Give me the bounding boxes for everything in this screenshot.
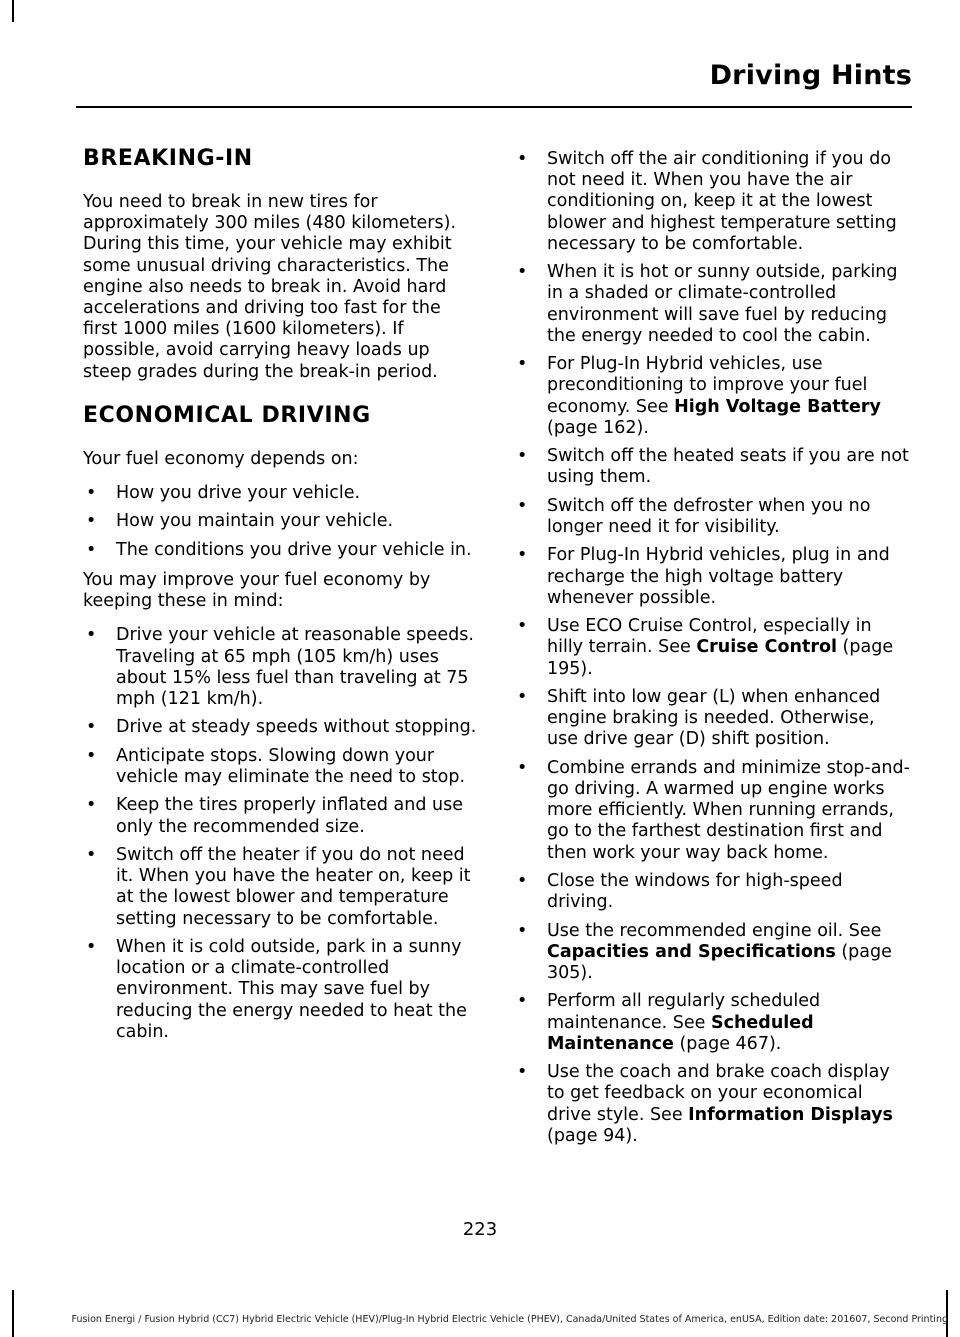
header-rule	[76, 106, 912, 108]
list-item: • Combine errands and minimize stop-and-go driving. A warmed up engine works more efficiently. When running errands, go to the farthest destination first and then work your way back home.	[517, 757, 910, 863]
cross-reference-link[interactable]: Cruise Control	[696, 637, 837, 658]
right-column	[514, 149, 910, 1156]
tips-left-list	[83, 625, 478, 1043]
bullet-icon: •	[86, 745, 97, 766]
crop-mark-top-left	[12, 0, 14, 22]
bullet-icon: •	[517, 149, 528, 169]
bullet-icon: •	[86, 795, 97, 816]
list-item: • Anticipate stops. Slowing down your vehicle may eliminate the need to stop.	[86, 745, 466, 788]
breaking-in-heading: BREAKING-IN	[83, 146, 253, 171]
bullet-icon: •	[517, 354, 528, 375]
list-item: • For Plug-In Hybrid vehicles, plug in and recharge the high voltage battery whenever possible.	[517, 545, 890, 608]
list-item: • Close the windows for high-speed driving.	[517, 870, 843, 913]
left-column	[83, 145, 478, 1052]
bullet-icon: •	[517, 495, 528, 516]
list-item: • For Plug-In Hybrid vehicles, use preconditioning to improve your fuel economy. See High Voltage Battery (page 162).	[517, 354, 881, 438]
cross-reference-link[interactable]: Capacities and Specifications	[547, 941, 836, 962]
bullet-icon: •	[517, 870, 528, 891]
list-item: • Switch off the defroster when you no longer need it for visibility.	[517, 495, 871, 537]
bullet-icon: •	[517, 920, 528, 941]
cross-reference-link[interactable]: Information Displays	[688, 1104, 893, 1125]
list-item: • Keep the tires properly inflated and use only the recommended size.	[86, 795, 464, 837]
bullet-icon: •	[517, 616, 528, 637]
bullet-icon: •	[86, 539, 97, 560]
list-item: • Switch off the heater if you do not need it. When you have the heater on, keep it at the lowest blower and temperature setting necessary to be comfortable.	[86, 845, 471, 929]
bullet-icon: •	[517, 1062, 528, 1083]
list-item: • Shift into low gear (L) when enhanced engine braking is needed. Otherwise, use drive gear (D) shift position.	[517, 686, 881, 750]
page-number: 223	[462, 1219, 498, 1240]
tips-right-list	[514, 149, 910, 1147]
list-item: • Switch off the heated seats if you are not using them.	[517, 446, 909, 488]
list-item: • Perform all regularly scheduled maintenance. See Scheduled Maintenance (page 467).	[517, 991, 821, 1054]
depends-list	[83, 483, 478, 561]
list-item: • Drive at steady speeds without stopping.	[86, 717, 477, 738]
cross-reference-link[interactable]: High Voltage Battery	[674, 396, 881, 417]
list-item: • How you drive your vehicle.	[86, 483, 361, 504]
list-item: • How you maintain your vehicle.	[86, 511, 394, 532]
bullet-icon: •	[517, 757, 528, 778]
bullet-icon: •	[86, 937, 97, 957]
improve-intro: You may improve your fuel economy by keeping these in mind:	[83, 570, 431, 612]
list-item: • When it is hot or sunny outside, parking in a shaded or climate-controlled environment will save fuel by reducing the energy needed to cool the cabin.	[517, 262, 898, 346]
fuel-economy-intro: Your fuel economy depends on:	[83, 448, 359, 469]
list-item: • The conditions you drive your vehicle in.	[86, 539, 472, 560]
bullet-icon: •	[517, 446, 528, 467]
bullet-icon: •	[517, 545, 528, 566]
bullet-icon: •	[86, 717, 97, 738]
section-header: Driving Hints	[709, 60, 912, 91]
list-item: • Use the coach and brake coach display to get feedback on your economical drive style. See Information Displays (page 94).	[517, 1062, 893, 1146]
bullet-icon: •	[517, 991, 528, 1012]
list-item: • Use ECO Cruise Control, especially in hilly terrain. See Cruise Control (page 195).	[517, 616, 894, 679]
list-item: • Switch off the air conditioning if you do not need it. When you have the air conditioning on, keep it at the lowest blower and highest temperature setting necessary to be comfortable.	[517, 149, 897, 254]
list-item: • Drive your vehicle at reasonable speeds. Traveling at 65 mph (105 km/h) uses about 15% less fuel than traveling at 75 mph (121 km/h).	[86, 625, 474, 710]
bullet-icon: •	[517, 262, 528, 283]
list-item: • Use the recommended engine oil. See Capacities and Specifications (page 305).	[517, 920, 892, 983]
bullet-icon: •	[517, 686, 528, 707]
bullet-icon: •	[86, 483, 97, 504]
bullet-icon: •	[86, 845, 97, 865]
bullet-icon: •	[86, 511, 97, 532]
breaking-in-paragraph: You need to break in new tires for approximately 300 miles (480 kilometers). During this time, your vehicle may exhibit some unusual driving characteristics. The engine also needs to break in. Avoid hard accelerations and driving too fast for the first 1000 miles (1600 kilometers). If possible, avoid carrying heavy loads up steep grades during the break-in period.	[83, 192, 457, 382]
cross-reference-link[interactable]: Scheduled Maintenance	[547, 1012, 814, 1054]
economical-driving-heading: ECONOMICAL DRIVING	[83, 402, 371, 428]
bullet-icon: •	[86, 625, 97, 646]
footer-text: Fusion Energi / Fusion Hybrid (CC7) Hybrid Electric Vehicle (HEV)/Plug-In Hybrid Electric Vehicle (PHEV), Canada/United States of America, enUSA, Edition date: 201607, Second Printing	[71, 1314, 948, 1325]
list-item: • When it is cold outside, park in a sunny location or a climate-controlled environment. This may save fuel by reducing the energy needed to heat the cabin.	[86, 937, 467, 1042]
